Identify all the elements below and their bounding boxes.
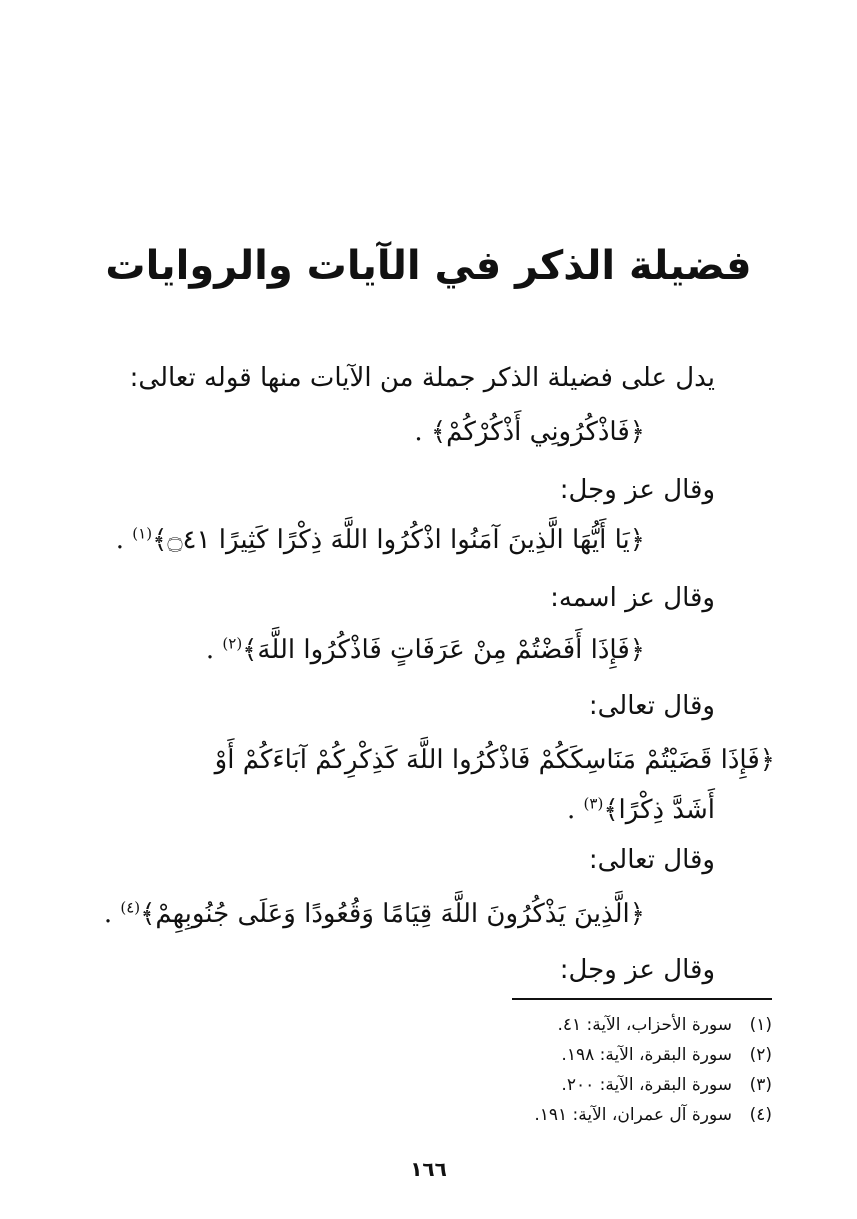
footnotes-list xyxy=(534,1010,772,1130)
quran-verse-3: ﴿فَإِذَا أَفَضْتُمْ مِنْ عَرَفَاتٍ فَاذْكُرُوا اللَّهَ﴾$^{(٢)}$ . xyxy=(205,634,645,665)
quran-verse-2-text: ﴿يَا أَيُّهَا الَّذِينَ آمَنُوا اذْكُرُوا اللَّهَ ذِكْرًا كَثِيرًا ۝٤١﴾ xyxy=(152,525,645,555)
transition-line-5: وقال عز وجل: xyxy=(559,955,715,985)
footnote-item xyxy=(534,1010,772,1040)
page-number: ١٦٦ xyxy=(410,1157,447,1181)
page-title: فضيلة الذكر في الآيات والروايات xyxy=(105,243,752,289)
footnote-number: (٤) xyxy=(749,1105,772,1125)
footnote-text: سورة آل عمران، الآية: ١٩١. xyxy=(534,1105,732,1125)
transition-line-4: وقال تعالى: xyxy=(588,845,715,875)
footnote-text: سورة الأحزاب، الآية: ٤١. xyxy=(557,1015,732,1035)
footnote-divider xyxy=(512,998,772,1000)
footnote-marker-3: (٣) xyxy=(583,794,604,813)
footnote-marker-4: (٤) xyxy=(120,898,141,917)
intro-paragraph: يدل على فضيلة الذكر جملة من الآيات منها قوله تعالى: xyxy=(129,363,715,393)
quran-verse-4-text: أَشَدَّ ذِكْرًا﴾ xyxy=(603,795,715,825)
footnote-item xyxy=(534,1070,772,1100)
footnote-item xyxy=(534,1100,772,1130)
quran-verse-1: ﴿فَاذْكُرُونِي أَذْكُرْكُمْ﴾ . xyxy=(414,417,645,447)
footnote-text: سورة البقرة، الآية: ١٩٨. xyxy=(561,1045,732,1065)
quran-verse-5-text: ﴿الَّذِينَ يَذْكُرُونَ اللَّهَ قِيَامًا وَقُعُودًا وَعَلَى جُنُوبِهِمْ﴾ xyxy=(140,899,645,929)
transition-line-1: وقال عز وجل: xyxy=(559,475,715,505)
transition-line-2: وقال عز اسمه: xyxy=(550,583,715,613)
footnote-number: (٣) xyxy=(749,1075,772,1095)
footnote-marker-1: (١) xyxy=(132,524,153,543)
transition-line-3: وقال تعالى: xyxy=(588,691,715,721)
footnote-number: (٢) xyxy=(749,1045,772,1065)
quran-verse-2: ﴿يَا أَيُّهَا الَّذِينَ آمَنُوا اذْكُرُوا اللَّهَ ذِكْرًا كَثِيرًا ۝٤١﴾$^{(١)}$ . xyxy=(115,524,645,555)
quran-verse-4-line-2: أَشَدَّ ذِكْرًا﴾$^{(٣)}$ . xyxy=(567,794,715,825)
quran-verse-4-line-1: ﴿فَإِذَا قَضَيْتُمْ مَنَاسِكَكُمْ فَاذْكُرُوا اللَّهَ كَذِكْرِكُمْ آبَاءَكُمْ أَوْ xyxy=(214,745,775,775)
quran-verse-3-text: ﴿فَإِذَا أَفَضْتُمْ مِنْ عَرَفَاتٍ فَاذْكُرُوا اللَّهَ﴾ xyxy=(242,635,645,665)
quran-verse-5: ﴿الَّذِينَ يَذْكُرُونَ اللَّهَ قِيَامًا وَقُعُودًا وَعَلَى جُنُوبِهِمْ﴾$^{(٤)}$ . xyxy=(103,898,645,929)
footnote-text: سورة البقرة، الآية: ٢٠٠. xyxy=(561,1075,732,1095)
footnote-marker-2: (٢) xyxy=(222,634,243,653)
footnote-item xyxy=(534,1040,772,1070)
footnote-number: (١) xyxy=(749,1015,772,1035)
